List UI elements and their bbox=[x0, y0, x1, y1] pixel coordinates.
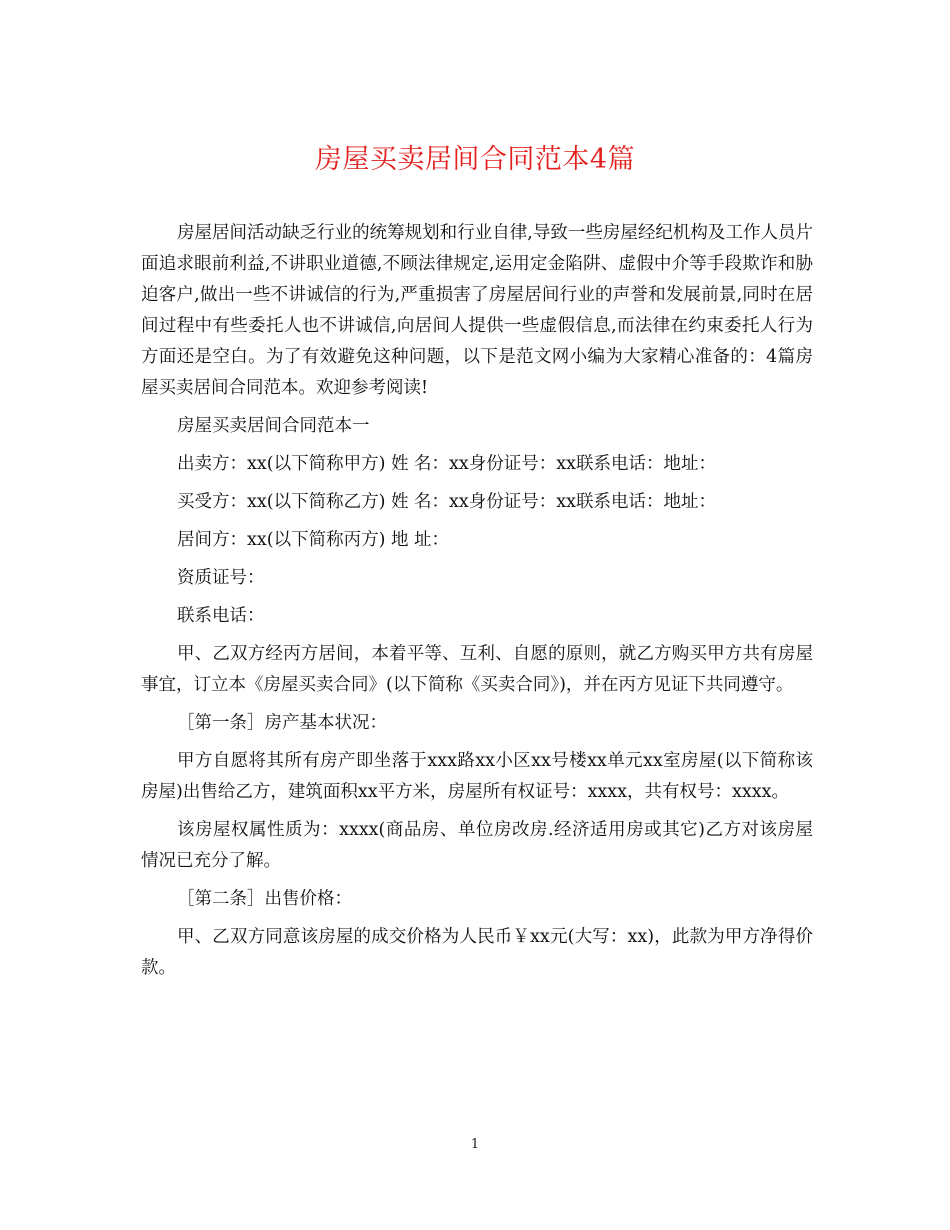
paragraph-article-2-heading: ［第二条］出售价格： bbox=[177, 889, 352, 909]
paragraph-intro: 房屋居间活动缺乏行业的统筹规划和行业自律,导致一些房屋经纪机构及工作人员片面追求眼前利益,不讲职业道德,不顾法律规定,运用定金陷阱、虚假中介等手段欺诈和胁迫客户,做出一些不讲诚信的行为,严重损害了房屋居间行业的声誉和发展前景,同时在居间过程中有些委托人也不讲诚信,向居间人提供一些虚假信息,而法律在约束委托人行为方面还是空白。为了有效避免这种问题，以下是范文网小编为大家精心准备的：4篇房屋买卖居间合同范本。欢迎参考阅读! bbox=[141, 223, 813, 398]
document-title: 房屋买卖居间合同范本4篇 bbox=[314, 144, 636, 175]
paragraph-article-1-body: 甲方自愿将其所有房产即坐落于xxx路xx小区xx号楼xx单元xx室房屋(以下简称该房屋)出售给乙方，建筑面积xx平方米，房屋所有权证号：xxxx，共有权号：xxxx。 bbox=[141, 751, 813, 802]
paragraph-agreement: 甲、乙双方经丙方居间，本着平等、互利、自愿的原则，就乙方购买甲方共有房屋事宜，订立本《房屋买卖合同》(以下简称《买卖合同》)，并在丙方见证下共同遵守。 bbox=[141, 644, 813, 695]
paragraph-qualification: 资质证号： bbox=[177, 568, 265, 588]
page-number: 1 bbox=[470, 1137, 480, 1152]
paragraph-phone: 联系电话： bbox=[177, 606, 265, 626]
paragraph-property-nature: 该房屋权属性质为：xxxx(商品房、单位房改房.经济适用房或其它)乙方对该房屋情况已充分了解。 bbox=[141, 820, 813, 871]
document-body bbox=[141, 218, 813, 991]
paragraph-seller: 出卖方：xx(以下简称甲方) 姓 名：xx身份证号：xx联系电话：地址： bbox=[177, 454, 716, 474]
paragraph-contract-heading: 房屋买卖居间合同范本一 bbox=[177, 416, 370, 436]
paragraph-intermediary: 居间方：xx(以下简称丙方) 地 址： bbox=[177, 530, 450, 550]
paragraph-article-2-body: 甲、乙双方同意该房屋的成交价格为人民币￥xx元(大写：xx)，此款为甲方净得价款。 bbox=[141, 927, 813, 978]
paragraph-buyer: 买受方：xx(以下简称乙方) 姓 名：xx身份证号：xx联系电话：地址： bbox=[177, 492, 716, 512]
paragraph-article-1-heading: ［第一条］房产基本状况： bbox=[177, 713, 387, 733]
